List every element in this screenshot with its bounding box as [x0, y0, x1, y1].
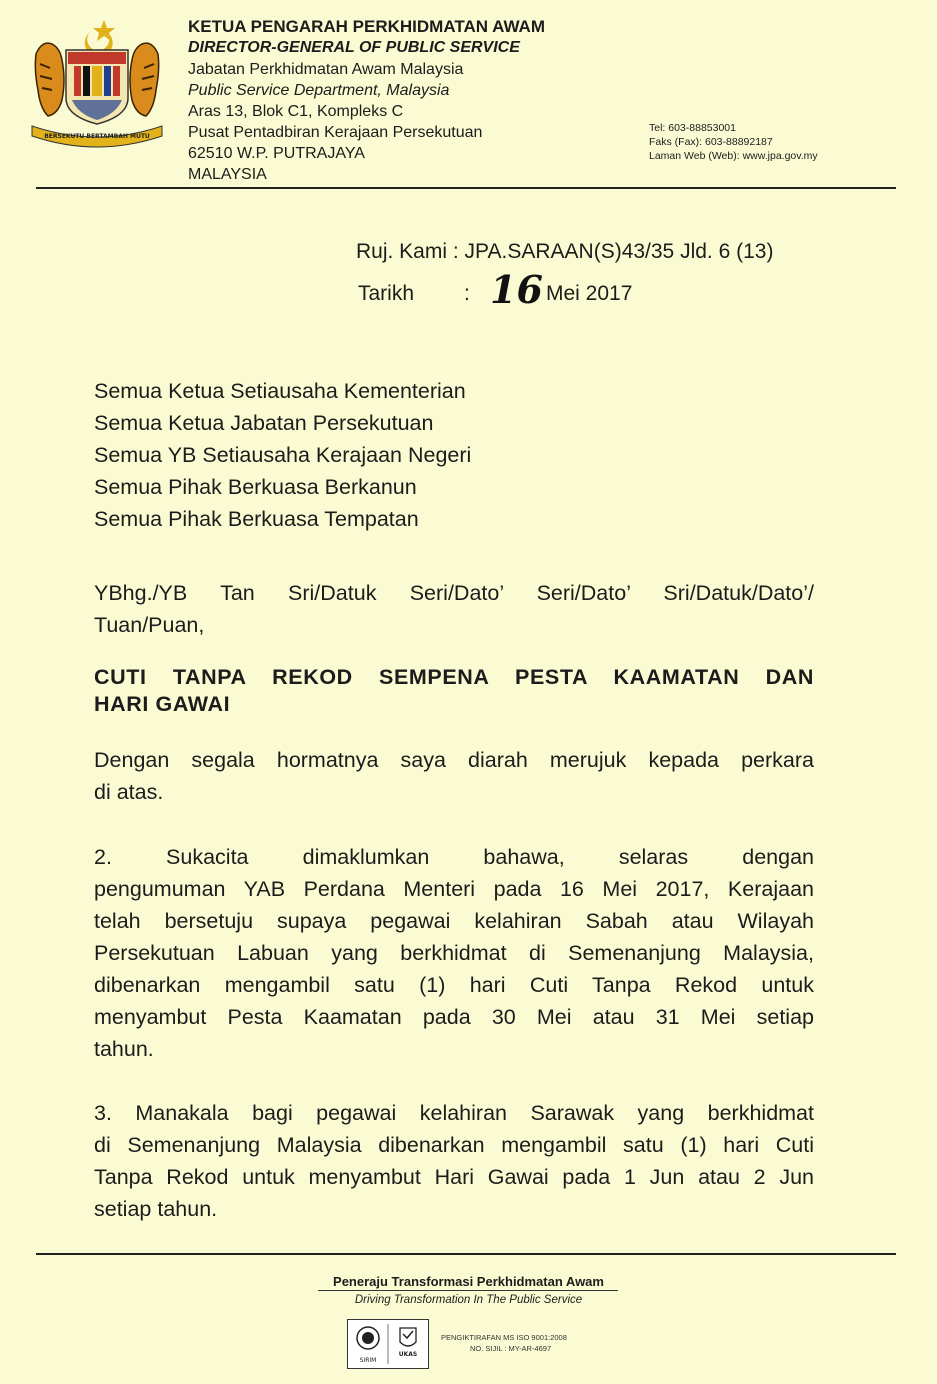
recipient-line: Semua Pihak Berkuasa Tempatan — [94, 507, 419, 531]
letterhead-dept-en: Public Service Department, Malaysia — [188, 82, 450, 99]
paragraph-line: di Semenanjung Malaysia dibenarkan mengambil satu (1) hari Cuti — [94, 1133, 814, 1157]
paragraph-1 — [94, 744, 814, 808]
sirim-quality-system-logo-icon — [357, 1327, 379, 1364]
contact-tel: Tel: 603-88853001 — [649, 122, 736, 134]
subject-line: CUTI TANPA REKOD SEMPENA PESTA KAAMATAN DAN — [94, 665, 814, 689]
paragraph-line: telah bersetuju supaya pegawai kelahiran Sabah atau Wilayah — [94, 909, 814, 933]
reference-line: Ruj. Kami : JPA.SARAAN(S)43/35 Jld. 6 (13) — [356, 240, 774, 263]
recipient-line: Semua YB Setiausaha Kerajaan Negeri — [94, 443, 472, 467]
paragraph-line: Persekutuan Labuan yang berkhidmat di Semenanjung Malaysia, — [94, 941, 814, 965]
letterhead-address-line: 62510 W.P. PUTRAJAYA — [188, 145, 365, 162]
letterhead-address-line: Pusat Pentadbiran Kerajaan Persekutuan — [188, 124, 483, 141]
ukas-certification-logo-icon — [399, 1328, 418, 1358]
subject-line: HARI GAWAI — [94, 692, 231, 716]
paragraph-line: 2. Sukacita dimaklumkan bahawa, selaras dengan — [94, 845, 814, 869]
paragraph-line: setiap tahun. — [94, 1197, 218, 1221]
salutation-line: YBhg./YB Tan Sri/Datuk Seri/Dato’ Seri/Dato’ Sri/Datuk/Dato’/ — [94, 581, 814, 605]
handwritten-date-day: 16 — [490, 267, 543, 312]
letterhead-address-line: MALAYSIA — [188, 166, 267, 183]
certification-line: NO. SIJIL : MY-AR-4697 — [470, 1344, 552, 1353]
paragraph-line: Tanpa Rekod untuk menyambut Hari Gawai pada 1 Jun atau 2 Jun — [94, 1165, 814, 1189]
certification-line: PENGIKTIRAFAN MS ISO 9001:2008 — [441, 1333, 567, 1342]
salutation — [94, 577, 814, 641]
paragraph-line: pengumuman YAB Perdana Menteri pada 16 Mei 2017, Kerajaan — [94, 877, 814, 901]
footer-divider — [36, 1253, 896, 1255]
paragraph-line: tahun. — [94, 1037, 154, 1061]
tarikh-label: Tarikh — [358, 282, 415, 305]
footer-slogan-ms: Peneraju Transformasi Perkhidmatan Awam — [333, 1274, 604, 1289]
footer-slogan-underline — [318, 1290, 618, 1291]
paragraph-line: 3. Manakala bagi pegawai kelahiran Sarawak yang berkhidmat — [94, 1101, 814, 1125]
recipient-line: Semua Pihak Berkuasa Berkanun — [94, 475, 417, 499]
recipient-line: Semua Ketua Setiausaha Kementerian — [94, 379, 466, 403]
subject-title — [94, 664, 814, 718]
paragraph-3 — [94, 1097, 814, 1225]
paragraph-line: dibenarkan mengambil satu (1) hari Cuti Tanpa Rekod untuk — [94, 973, 814, 997]
ruj-label: Ruj. Kami — [356, 240, 448, 263]
sirim-label: SIRIM — [359, 1357, 377, 1364]
ruj-value: JPA.SARAAN(S)43/35 Jld. 6 (13) — [464, 240, 774, 263]
paragraph-line: di atas. — [94, 780, 164, 804]
paragraph-line: menyambut Pesta Kaamatan pada 30 Mei atau 31 Mei setiap — [94, 1005, 814, 1029]
letterhead-dept-ms: Jabatan Perkhidmatan Awam Malaysia — [188, 61, 464, 78]
header-divider — [36, 187, 896, 189]
tarikh-colon: : — [464, 282, 470, 305]
certification-logos — [347, 1319, 429, 1369]
malaysia-coat-of-arms-icon — [28, 14, 166, 150]
letterhead-title-en: DIRECTOR-GENERAL OF PUBLIC SERVICE — [188, 39, 520, 56]
paragraph-2 — [94, 841, 814, 1065]
contact-fax: Faks (Fax): 603-88892187 — [649, 136, 773, 148]
ukas-label: UKAS — [398, 1351, 418, 1358]
crest-motto: BERSEKUTU BERTAMBAH MUTU — [44, 133, 150, 140]
paragraph-line: Dengan segala hormatnya saya diarah merujuk kepada perkara — [94, 748, 814, 772]
footer-slogan-en: Driving Transformation In The Public Service — [354, 1294, 583, 1306]
letterhead-address-line: Aras 13, Blok C1, Kompleks C — [188, 103, 404, 120]
letterhead-title-ms: KETUA PENGARAH PERKHIDMATAN AWAM — [188, 17, 545, 36]
contact-web: Laman Web (Web): www.jpa.gov.my — [649, 150, 818, 162]
recipient-line: Semua Ketua Jabatan Persekutuan — [94, 411, 434, 435]
salutation-line: Tuan/Puan, — [94, 613, 205, 637]
tarikh-month-year: Mei 2017 — [546, 282, 633, 305]
